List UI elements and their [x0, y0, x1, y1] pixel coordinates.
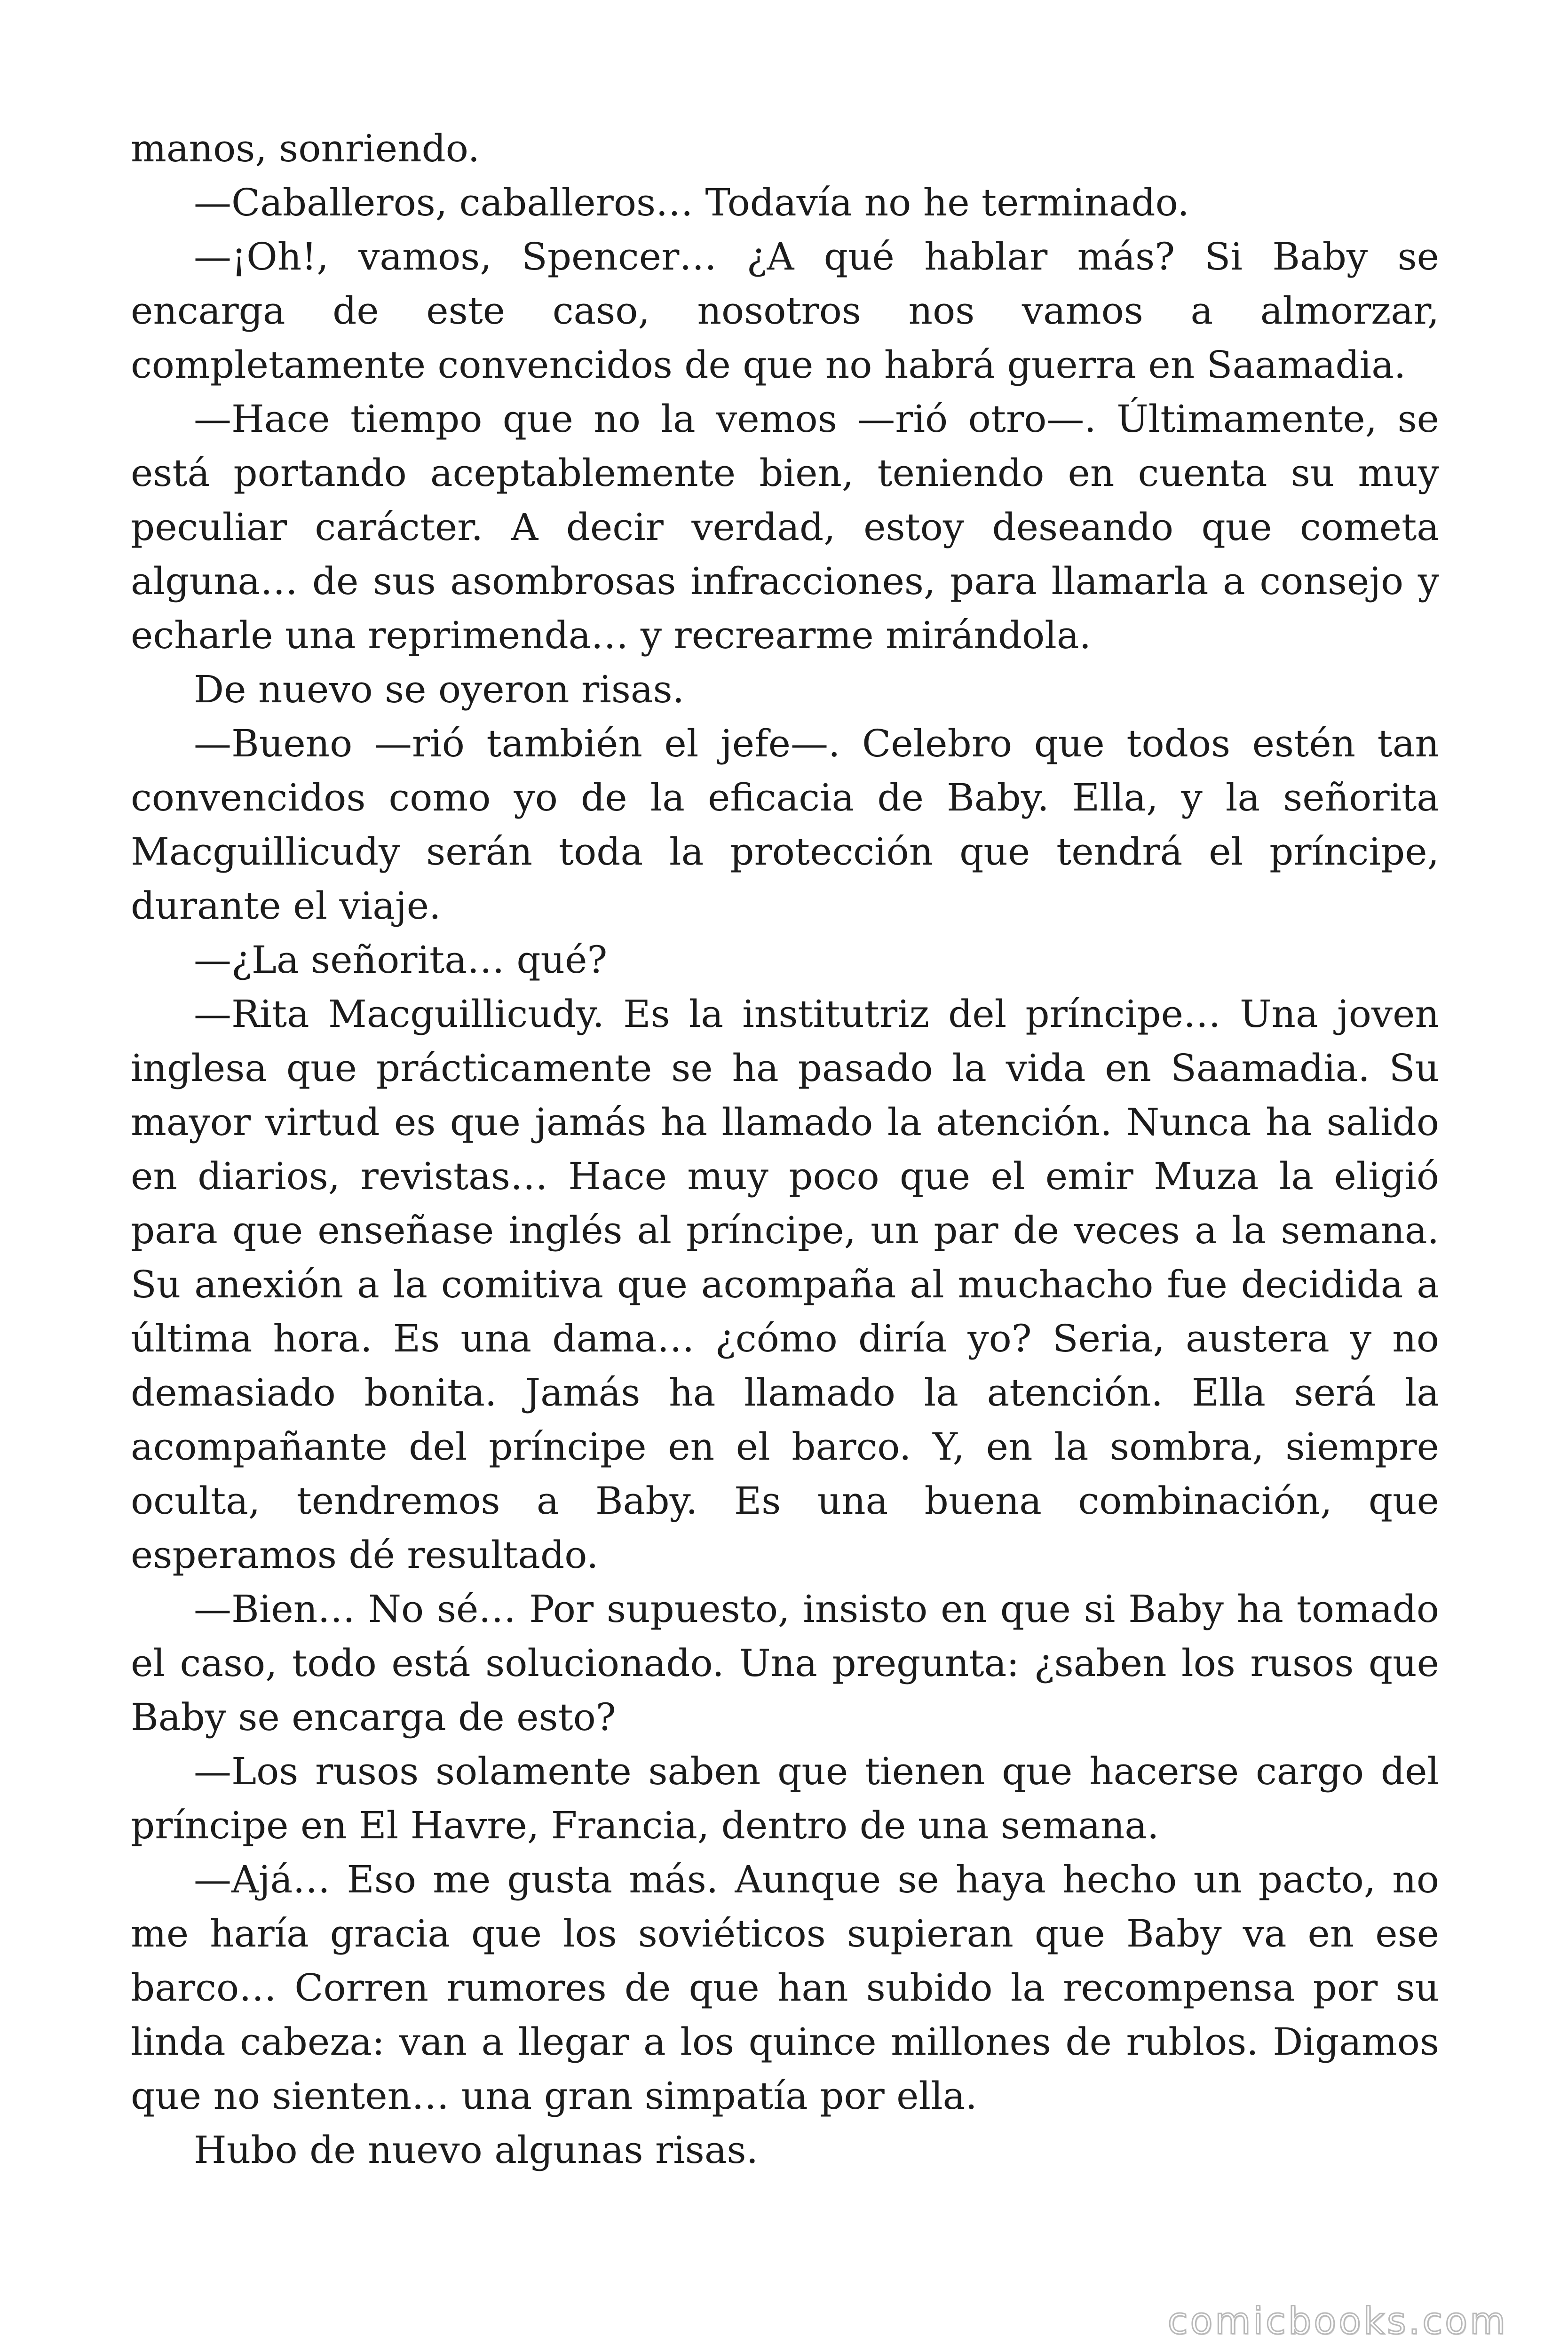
paragraph: Hubo de nuevo algunas risas. — [194, 2128, 759, 2172]
paragraph: De nuevo se oyeron risas. — [194, 667, 685, 711]
paragraph-continuation: manos, sonriendo. — [131, 127, 480, 170]
paragraph: —Caballeros, caballeros… Todavía no he terminado. — [194, 181, 1189, 224]
paragraph: —Bueno —rió también el jefe—. Celebro que todos estén tan convencidos como yo de la eficacia de Baby. Ella, y la señorita Macguillicudy serán toda la protección que tendrá el príncipe, durante el viaje. — [131, 722, 1439, 928]
paragraph: —Los rusos solamente saben que tienen que hacerse cargo del príncipe en El Havre, Francia, dentro de una semana. — [131, 1749, 1439, 1847]
paragraph: —Rita Macguillicudy. Es la institutriz del príncipe… Una joven inglesa que prácticamente se ha pasado la vida en Saamadia. Su mayor virtud es que jamás ha llamado la atención. Nunca ha salido en diarios, revistas… Hace muy poco que el emir Muza la eligió para que enseñase inglés al príncipe, un par de veces a la semana. Su anexión a la comitiva que acompaña al muchacho fue decidida a última hora. Es una dama… ¿cómo diría yo? Seria, austera y no demasiado bonita. Jamás ha llamado la atención. Ella será la acompañante del príncipe en el barco. Y, en la sombra, siempre oculta, tendremos a Baby. Es una buena combinación, que esperamos dé resultado. — [131, 992, 1439, 1577]
watermark: comicbooks.com — [1167, 2300, 1508, 2343]
paragraph: —¿La señorita… qué? — [194, 938, 608, 982]
paragraph: —Bien… No sé… Por supuesto, insisto en que si Baby ha tomado el caso, todo está solucionado. Una pregunta: ¿saben los rusos que Baby se encarga de esto? — [131, 1587, 1439, 1739]
page-body — [131, 121, 1439, 2177]
paragraph: —Ajá… Eso me gusta más. Aunque se haya hecho un pacto, no me haría gracia que los soviéticos supieran que Baby va en ese barco… Corren rumores de que han subido la recompensa por su linda cabeza: van a llegar a los quince millones de rublos. Digamos que no sienten… una gran simpatía por ella. — [131, 1858, 1439, 2118]
paragraph: —¡Oh!, vamos, Spencer… ¿A qué hablar más? Si Baby se encarga de este caso, nosotros nos vamos a almorzar, completamente convencidos de que no habrá guerra en Saamadia. — [131, 235, 1439, 387]
paragraph: —Hace tiempo que no la vemos —rió otro—. Últimamente, se está portando aceptablemente bien, teniendo en cuenta su muy peculiar carácter. A decir verdad, estoy deseando que cometa alguna… de sus asombrosas infracciones, para llamarla a consejo y echarle una reprimenda… y recrearme mirándola. — [131, 397, 1439, 657]
